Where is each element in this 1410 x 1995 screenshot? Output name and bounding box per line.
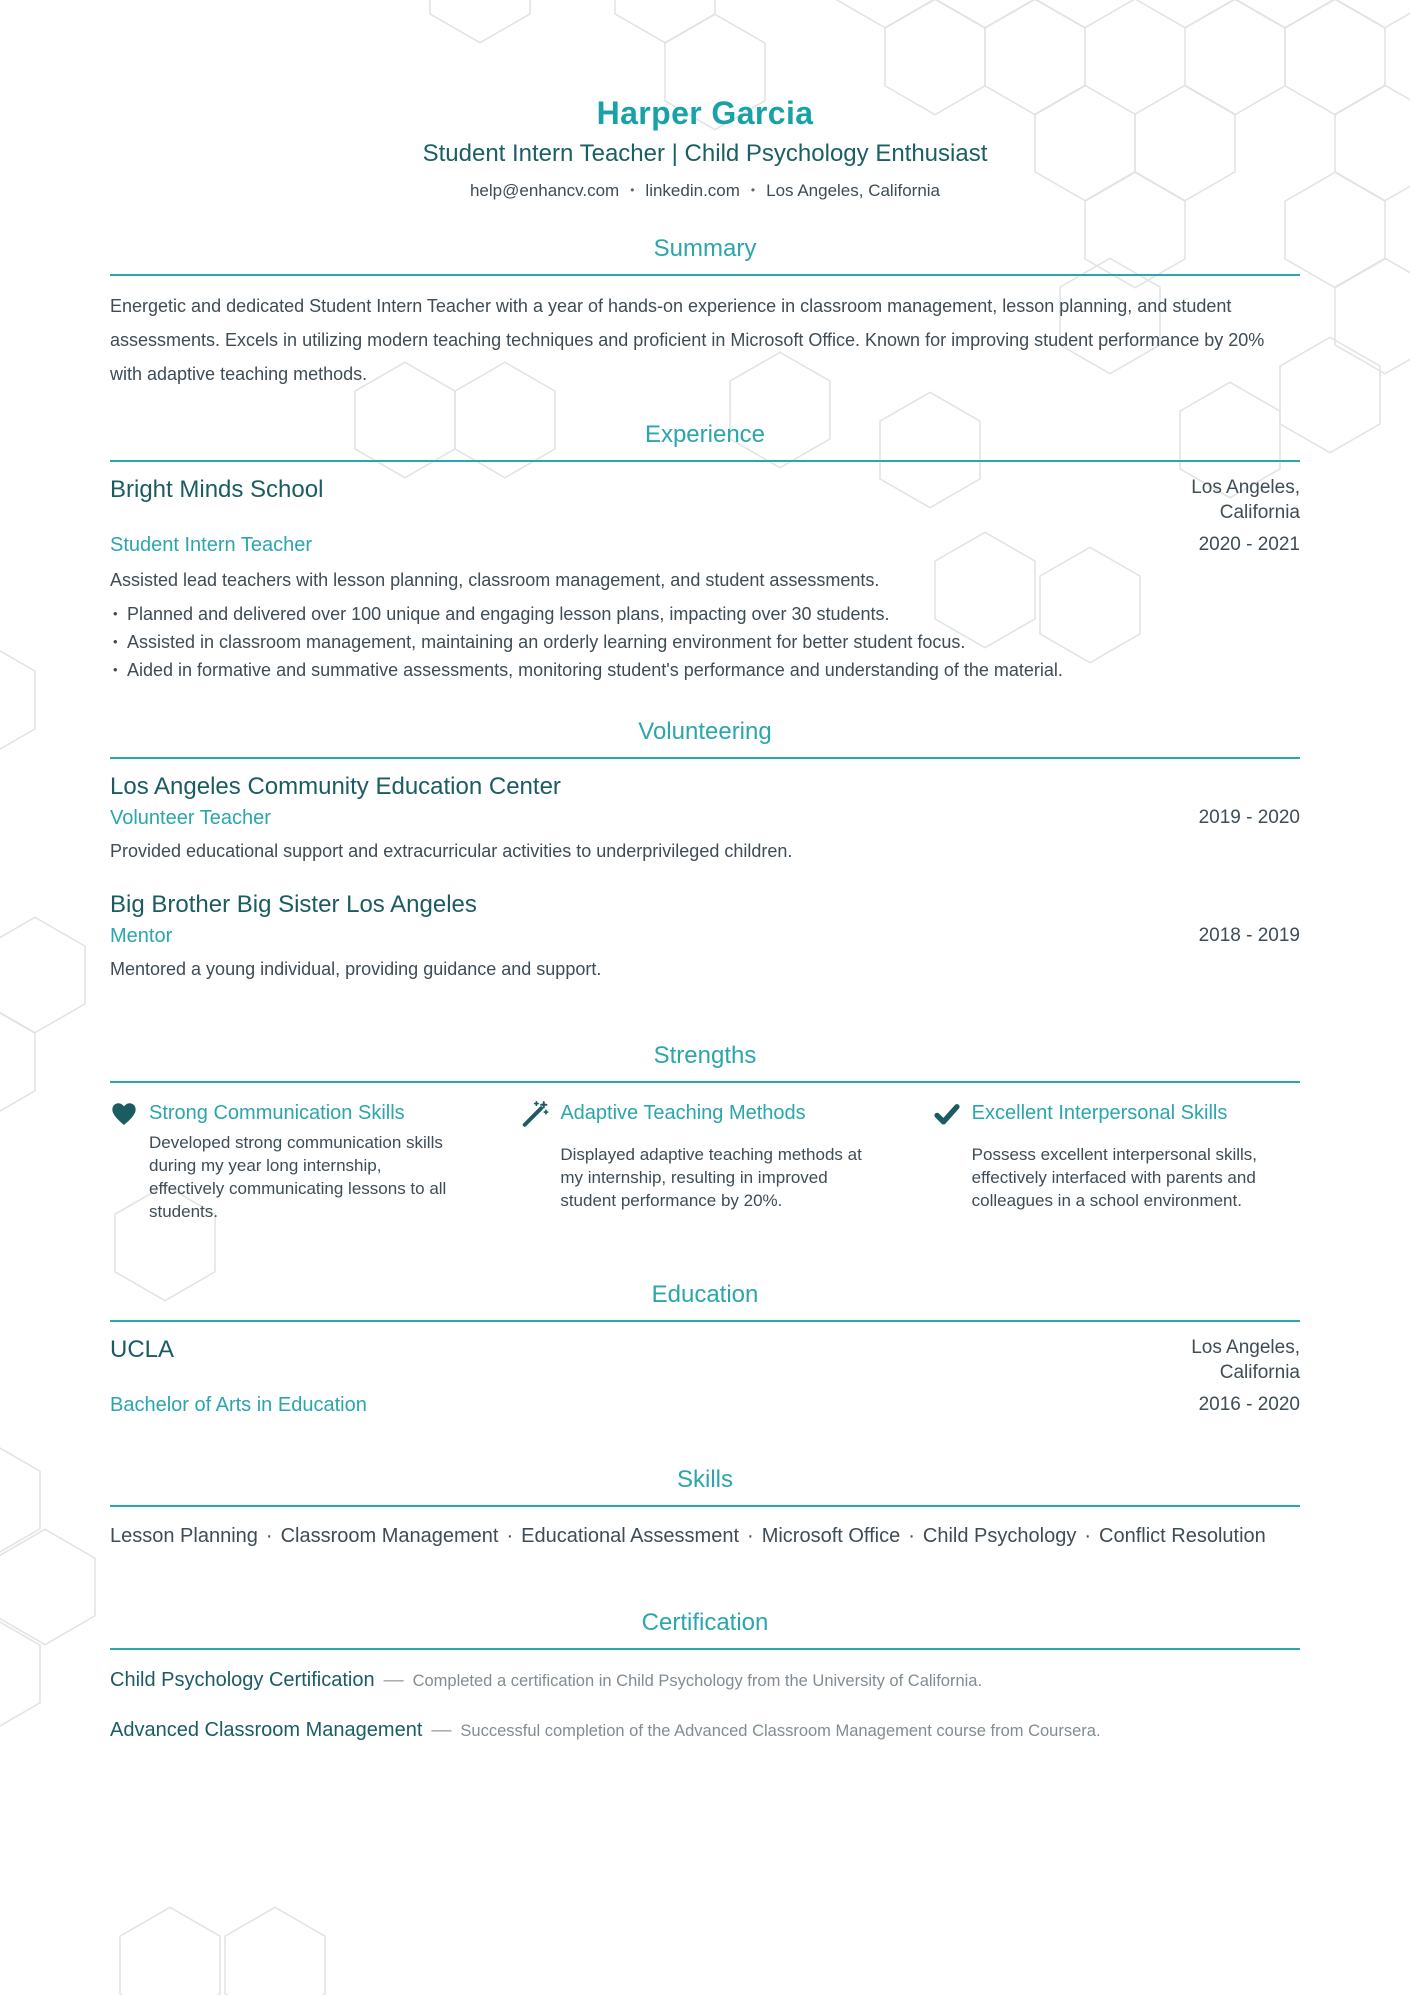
hexagon-decoration <box>120 1907 220 1995</box>
skill-item: Conflict Resolution <box>1099 1525 1266 1547</box>
certification-description: Successful completion of the Advanced Classroom Management course from Coursera. <box>460 1722 1101 1740</box>
section-divider <box>110 1320 1300 1322</box>
certification-item <box>110 1716 1300 1745</box>
volunteering-entry <box>110 890 1300 984</box>
certification-title: Advanced Classroom Management <box>110 1719 423 1741</box>
strength-item <box>521 1098 888 1223</box>
job-bullet-list <box>110 600 1300 684</box>
certification-heading: Certification <box>641 1609 769 1636</box>
section-divider <box>110 1505 1300 1507</box>
skill-item: Educational Assessment <box>521 1525 740 1547</box>
section-certification <box>110 1607 1300 1745</box>
strength-description: Displayed adaptive teaching methods at my internship, resulting in improved student performance by 20%. <box>560 1144 862 1210</box>
volunteer-role: Volunteer Teacher <box>110 807 271 829</box>
strength-item <box>933 1098 1300 1223</box>
education-entry-row <box>110 1335 1300 1385</box>
volunteer-description: Mentored a young individual, providing guidance and support. <box>110 959 602 979</box>
section-volunteering <box>110 716 1300 984</box>
skills-list <box>110 1520 1300 1553</box>
education-entry <box>110 1335 1300 1418</box>
volunteer-dates: 2019 - 2020 <box>1198 807 1300 828</box>
strength-item <box>110 1098 477 1223</box>
skill-item: Classroom Management <box>280 1525 499 1547</box>
heart-icon <box>110 1100 138 1128</box>
strength-description: Developed strong communication skills during my year long internship, effectively communicating lessons to all students. <box>149 1133 447 1221</box>
contact-separator: • <box>750 183 756 197</box>
volunteering-entry <box>110 772 1300 866</box>
experience-entry <box>110 475 1300 684</box>
strength-title: Excellent Interpersonal Skills <box>971 1102 1228 1124</box>
volunteer-description: Provided educational support and extracurricular activities to underprivileged children. <box>110 841 793 861</box>
contact-line <box>110 178 1300 203</box>
volunteering-role-row <box>110 805 1300 831</box>
school-name: UCLA <box>110 1336 175 1363</box>
strength-title: Adaptive Teaching Methods <box>560 1102 806 1124</box>
education-dates: 2016 - 2020 <box>1198 1394 1300 1415</box>
education-degree-row <box>110 1392 1300 1418</box>
section-divider <box>110 757 1300 759</box>
summary-heading: Summary <box>653 235 757 262</box>
experience-heading: Experience <box>644 421 766 448</box>
skill-item: Child Psychology <box>922 1525 1077 1547</box>
skill-item: Microsoft Office <box>761 1525 901 1547</box>
summary-text: Energetic and dedicated Student Intern Teacher with a year of hands-on experience in classroom management, lesson planning, and student assessments. Excels in utilizing modern teaching techniques and proficient in Microsoft Office. Known for improving student performance by 20% with adaptive teaching methods. <box>110 296 1265 384</box>
company-location: Los Angeles, California <box>1191 477 1300 523</box>
strength-description: Possess excellent interpersonal skills, effectively interfaced with parents and colleagues in a school environment. <box>971 1144 1258 1210</box>
skill-separator: · <box>506 1525 514 1547</box>
company-name: Bright Minds School <box>110 476 324 503</box>
bullet-item: • Planned and delivered over 100 unique and engaging lesson plans, impacting over 30 students. <box>110 600 1300 628</box>
checkmark-icon <box>933 1100 961 1128</box>
person-title: Student Intern Teacher | Child Psychology Enthusiast <box>422 140 988 167</box>
certification-dash: — <box>431 1719 452 1741</box>
section-divider <box>110 274 1300 276</box>
skill-separator: · <box>1084 1525 1092 1547</box>
section-strengths <box>110 1040 1300 1223</box>
certification-item <box>110 1666 1300 1695</box>
contact-email[interactable]: help@enhancv.com <box>469 181 620 200</box>
org-name: Big Brother Big Sister Los Angeles <box>110 891 477 918</box>
section-education <box>110 1279 1300 1418</box>
bullet-item: • Assisted in classroom management, maintaining an orderly learning environment for better student focus. <box>110 628 1300 656</box>
certification-dash: — <box>383 1669 404 1691</box>
section-skills <box>110 1464 1300 1553</box>
skills-heading: Skills <box>676 1466 733 1493</box>
org-name: Los Angeles Community Education Center <box>110 773 561 800</box>
contact-separator: • <box>630 183 635 197</box>
skill-separator: · <box>265 1525 273 1547</box>
person-name: Harper Garcia <box>596 95 814 131</box>
hexagon-decoration <box>225 1907 325 1995</box>
certification-title: Child Psychology Certification <box>110 1669 375 1691</box>
section-divider <box>110 1081 1300 1083</box>
volunteering-role-row <box>110 923 1300 949</box>
section-summary <box>110 233 1300 391</box>
section-divider <box>110 1648 1300 1650</box>
strengths-heading: Strengths <box>653 1042 757 1069</box>
volunteer-role: Mentor <box>110 925 173 947</box>
contact-linkedin[interactable]: linkedin.com <box>645 181 740 200</box>
job-dates: 2020 - 2021 <box>1198 534 1300 555</box>
bullet-item: • Aided in formative and summative assessments, monitoring student's performance and understanding of the material. <box>110 656 1300 684</box>
volunteering-heading: Volunteering <box>638 718 772 745</box>
education-heading: Education <box>651 1281 759 1308</box>
skill-item: Lesson Planning <box>110 1525 258 1547</box>
experience-role-row <box>110 532 1300 558</box>
job-role: Student Intern Teacher <box>110 534 312 556</box>
volunteer-dates: 2018 - 2019 <box>1198 925 1300 946</box>
strength-title: Strong Communication Skills <box>149 1102 405 1124</box>
magic-wand-icon <box>521 1100 549 1128</box>
strengths-grid <box>110 1098 1300 1223</box>
school-location: Los Angeles, California <box>1191 1337 1300 1383</box>
degree-name: Bachelor of Arts in Education <box>110 1394 367 1416</box>
experience-entry-row <box>110 475 1300 525</box>
job-description: Assisted lead teachers with lesson planning, classroom management, and student assessments. <box>110 570 880 590</box>
contact-location: Los Angeles, California <box>766 181 941 200</box>
certification-description: Completed a certification in Child Psychology from the University of California. <box>412 1672 983 1690</box>
section-experience <box>110 419 1300 684</box>
resume-header <box>110 94 1300 203</box>
section-divider <box>110 460 1300 462</box>
skill-separator: · <box>747 1525 754 1547</box>
skill-separator: · <box>908 1525 915 1547</box>
